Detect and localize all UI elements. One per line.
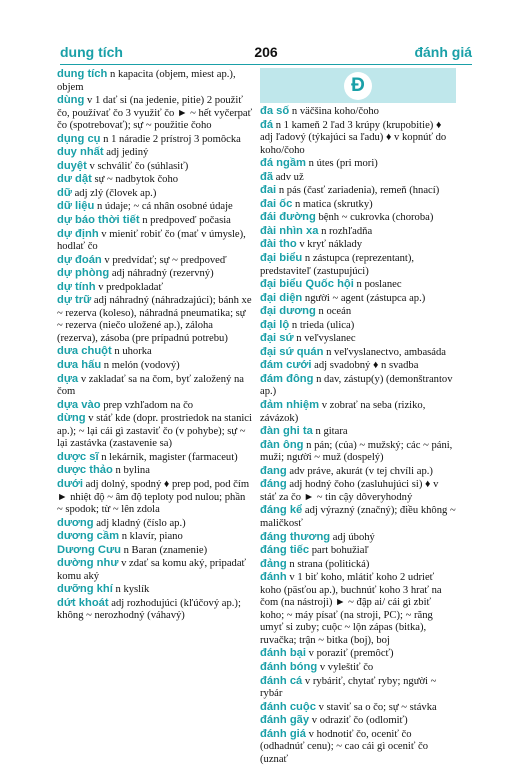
section-letter: Đ (344, 72, 372, 100)
entry-headword: dứt khoát (57, 596, 109, 609)
dictionary-entry (260, 225, 456, 239)
entry-headword: dùng (57, 94, 85, 107)
entry-headword: dự đoán (57, 253, 102, 266)
entry-definition: adj zlý (človek ap.) (71, 187, 157, 199)
entry-definition: v mieniť robiť čo (mať v úmysle), hodlať čo (57, 228, 246, 253)
dictionary-entry (57, 345, 253, 359)
entry-definition: v poraziť (premôcť) (306, 648, 394, 660)
entry-definition: adj rozhodujúci (kľúčový ap.); không ~ nerozhodný (váhavý) (57, 597, 241, 622)
entry-headword: dược sĩ (57, 450, 99, 463)
entry-definition: adj výrazný (značný); điều không ~ maličkosť (260, 505, 456, 529)
entry-definition: n kapacita (objem, miest ap.), objem (57, 69, 236, 93)
entry-definition: v schváliť čo (súhlasiť) (86, 160, 189, 172)
right-entries (260, 105, 456, 766)
dictionary-entry (260, 171, 456, 185)
entry-headword: đá ngầm (260, 157, 307, 170)
entry-definition: n Baran (znamenie) (120, 544, 208, 556)
entry-definition: n trieda (ulica) (289, 319, 355, 331)
entry-headword: đại dương (260, 305, 316, 318)
entry-definition: n väčšina koho/čoho (289, 106, 379, 117)
entry-headword: dụng cụ (57, 132, 101, 145)
entry-definition: n zástupca (reprezentant), predstaviteľ (zastupujúci) (260, 253, 415, 277)
entry-definition: v rybáriť, chytať ryby; người ~ rybár (260, 675, 437, 700)
entry-definition: n bylina (112, 465, 150, 477)
entry-headword: đã (260, 170, 274, 183)
entry-definition: n 1 kameň 2 ľad 3 krúpy (krupobitie) ♦ adj ľadový (týkajúci sa ľadu) ♦ v kopnúť do koho/čoho (260, 119, 447, 156)
dictionary-entry (260, 292, 456, 306)
entry-headword: đại diện (260, 291, 303, 304)
entry-headword: đại biểu (260, 252, 303, 265)
dictionary-entry (57, 478, 253, 517)
dictionary-entry (57, 412, 253, 451)
entry-definition: bệnh ~ cukrovka (choroba) (315, 212, 434, 224)
entry-headword: đánh cá (260, 674, 303, 687)
dictionary-entry (260, 531, 456, 545)
entry-definition: người ~ agent (zástupca ap.) (302, 292, 426, 304)
section-letter-box (260, 68, 456, 103)
entry-definition: v predpokladať (95, 281, 164, 293)
entry-definition: n gitara (312, 426, 348, 438)
entry-definition: v stáť kde (dopr. prostriedok na stanici ap.); ~ lại cái gì zastaviť čo (v pohybe); sự ~ lại zastávka (zastavenie sa) (57, 413, 252, 450)
entry-headword: đai ốc (260, 197, 293, 210)
entry-headword: dự phòng (57, 267, 110, 280)
entry-headword: đáng (260, 478, 287, 491)
entry-headword: dưới (57, 477, 83, 490)
dictionary-entry (260, 305, 456, 319)
dictionary-entry (57, 583, 253, 597)
entry-definition: n dav, zástup(y) (demonštrantov ap.) (260, 373, 453, 398)
entry-headword: đái đường (260, 211, 316, 224)
entry-headword: đài tho (260, 238, 297, 251)
entry-headword: dược thảo (57, 464, 113, 477)
entry-headword: dự báo thời tiết (57, 214, 140, 227)
dictionary-entry (260, 359, 456, 373)
dictionary-entry (260, 332, 456, 346)
entry-headword: đảm nhiệm (260, 399, 320, 412)
dictionary-entry (260, 157, 456, 171)
entry-headword: dương (57, 516, 94, 529)
entry-definition: n pás (časť zariadenia), remeň (hnací) (276, 185, 440, 197)
dictionary-entry (260, 544, 456, 558)
entry-headword: dự định (57, 227, 99, 240)
entry-headword: Dương Cưu (57, 543, 121, 556)
dictionary-entry (260, 238, 456, 252)
entry-definition: n matica (skrutky) (292, 198, 373, 210)
dictionary-entry (57, 464, 253, 478)
entry-headword: dưa hấu (57, 359, 102, 372)
dictionary-entry (57, 544, 253, 558)
dictionary-entry (57, 557, 253, 583)
dictionary-entry (260, 425, 456, 439)
dictionary-entry (260, 728, 456, 766)
entry-definition: adj dolný, spodný ♦ prep pod, pod čím ► nhiệt độ ~ âm độ teploty pod nulou; phần ~ spodok; từ ~ lên zdola (57, 478, 250, 516)
entry-definition: v zakladať sa na čom, byť založený na čom (57, 373, 244, 398)
entry-definition: v predvídať; sự ~ predpoveď (101, 254, 227, 266)
entry-definition: v 1 dať si (na jedenie, pitie) 2 použiť čo, používať čo 3 využiť čo ► ~ hết vyčerpať čo (spotrebovať); sự ~ použitie čoho (57, 95, 253, 132)
entry-headword: đánh bại (260, 647, 306, 660)
entry-headword: đánh cuộc (260, 700, 316, 713)
entry-definition: n rozhľadňa (318, 225, 373, 237)
right-guide-word: đánh giá (414, 44, 472, 60)
dictionary-entry (57, 373, 253, 399)
entry-definition: adj úbohý (330, 531, 375, 543)
dictionary-entry (57, 200, 253, 214)
entry-headword: đang (260, 464, 287, 477)
entry-definition: n pán; (của) ~ mužský; các ~ páni, muži; người ~ muž (dospelý) (260, 439, 453, 464)
entry-headword: đánh giá (260, 727, 306, 740)
dictionary-entry (57, 399, 253, 413)
entry-headword: dự tính (57, 280, 96, 293)
entry-headword: đám đông (260, 372, 314, 385)
page-number: 206 (254, 44, 278, 60)
entry-definition: n veľvyslanectvo, ambasáda (323, 346, 446, 358)
dictionary-entry (57, 173, 253, 187)
dictionary-entry (260, 346, 456, 360)
entry-definition: n uhorka (111, 346, 152, 358)
entry-definition: prep vzhľadom na čo (100, 399, 194, 411)
dictionary-entry (57, 597, 253, 623)
entry-headword: dương cầm (57, 530, 120, 543)
entry-headword: đá (260, 118, 274, 131)
entry-definition: n 1 náradie 2 prístroj 3 pomôcka (100, 133, 241, 145)
header-rule (60, 64, 472, 65)
dictionary-entry (260, 105, 456, 119)
dictionary-entry (57, 228, 253, 254)
entry-definition: sự ~ nadbytok čoho (91, 174, 179, 186)
dictionary-entry (57, 254, 253, 268)
entry-definition: n klavír, piano (119, 531, 183, 543)
entry-definition: v 1 biť koho, mlátiť koho 2 udrieť koho (päsťou ap.), buchnúť koho 3 hrať na čom (na nástroji) ► ~ đập ai/ cái gì zbiť koho; ~ máy písať (na stroji, PC); ~ răng umyť si zuby; cuộc ~ lộn zápas (bitka), ruvačka; trận ~ bitka (boj), boj (260, 572, 442, 646)
entry-headword: dựa (57, 372, 79, 385)
entry-headword: đáng kể (260, 504, 303, 517)
dictionary-entry (260, 439, 456, 465)
entry-definition: adj náhradný (náhradzajúci); bánh xe ~ rezerva (koleso), náhradná pneumatika; sự ~ rezerva (niečo uložené ap.), záloha (rezerva), zásoba (pre prípadnú potrebu) (57, 295, 252, 344)
dictionary-entry (260, 675, 456, 701)
dictionary-entry (57, 267, 253, 281)
entry-headword: dựa vào (57, 398, 101, 411)
entry-headword: đám cưới (260, 359, 312, 372)
dictionary-entry (57, 281, 253, 295)
dictionary-entry (57, 187, 253, 201)
dictionary-entry (260, 373, 456, 399)
entry-headword: đảng (260, 557, 287, 570)
entry-definition: v zdať sa komu aký, pripadať komu aký (57, 558, 247, 582)
entry-definition: n poslanec (353, 279, 402, 291)
dictionary-entry (260, 465, 456, 479)
entry-definition: adv práve, akurát (v tej chvíli ap.) (286, 465, 433, 477)
entry-definition: n predpoveď počasia (139, 215, 231, 227)
dictionary-entry (260, 211, 456, 225)
entry-headword: đánh bóng (260, 660, 318, 673)
dictionary-entry (260, 278, 456, 292)
entry-headword: đại sứ quán (260, 345, 324, 358)
entry-definition: v staviť sa o čo; sự ~ stávka (315, 701, 437, 713)
entry-definition: n útes (pri mori) (306, 158, 378, 170)
entry-headword: đàn ông (260, 438, 304, 451)
dictionary-entry (260, 198, 456, 212)
dictionary-entry (57, 146, 253, 160)
entry-definition: n melón (vodový) (101, 360, 180, 372)
entry-headword: đài nhìn xa (260, 224, 319, 237)
dictionary-entry (57, 94, 253, 133)
entry-definition: v vyleštiť čo (317, 661, 374, 673)
dictionary-entry (260, 504, 456, 530)
left-column (57, 68, 253, 623)
entry-definition: v odraziť čo (odlomiť) (309, 715, 408, 727)
entry-definition: n kyslík (112, 584, 150, 596)
entry-definition: n lekárnik, magister (farmaceut) (98, 451, 238, 463)
dictionary-entry (260, 399, 456, 425)
entry-headword: dưa chuột (57, 345, 112, 358)
entry-headword: dư dật (57, 173, 92, 186)
dictionary-entry (57, 451, 253, 465)
dictionary-entry (260, 252, 456, 278)
entry-definition: n veľvyslanec (293, 333, 356, 345)
entry-definition: adj hodný čoho (zasluhujúci si) ♦ v stáť za čo ► ~ tin cậy dôveryhodný (260, 479, 439, 503)
entry-headword: dữ liệu (57, 200, 95, 213)
entry-headword: đại lộ (260, 318, 290, 331)
entry-headword: duy nhất (57, 146, 104, 159)
entry-definition: adv už (273, 171, 304, 183)
dictionary-entry (57, 530, 253, 544)
entry-definition: adj náhradný (rezervný) (109, 268, 214, 280)
dictionary-entry (57, 68, 253, 94)
entry-definition: part bohužiaľ (309, 545, 369, 557)
entry-headword: dung tích (57, 68, 108, 80)
dictionary-entry (260, 571, 456, 647)
entry-headword: dự trữ (57, 294, 92, 307)
dictionary-entry (57, 133, 253, 147)
entry-headword: đáng tiếc (260, 544, 310, 557)
entry-headword: đánh (260, 571, 287, 584)
dictionary-entry (57, 160, 253, 174)
entry-definition: adj kladný (číslo ap.) (93, 517, 186, 529)
dictionary-entry (260, 558, 456, 572)
dictionary-entry (260, 319, 456, 333)
entry-definition: v hodnotiť čo, oceniť čo (odhadnúť cenu); ~ cao cái gì oceniť čo (uznať (260, 728, 429, 765)
entry-headword: dữ (57, 186, 72, 199)
entry-headword: đàn ghi ta (260, 425, 313, 438)
entry-headword: đa số (260, 105, 290, 117)
dictionary-entry (260, 184, 456, 198)
entry-headword: duyệt (57, 159, 87, 172)
dictionary-entry (57, 294, 253, 345)
entry-definition: n strana (politická) (286, 558, 370, 570)
dictionary-entry (57, 214, 253, 228)
entry-definition: n oceán (315, 306, 352, 318)
dictionary-entry (260, 714, 456, 728)
entry-definition: v kryť náklady (296, 239, 363, 251)
left-guide-word: dung tích (60, 44, 123, 60)
entry-headword: dưỡng khí (57, 583, 113, 596)
dictionary-entry (260, 119, 456, 158)
page-header (60, 44, 472, 64)
entry-headword: đáng thương (260, 530, 331, 543)
dictionary-entry (260, 701, 456, 715)
entry-headword: đánh gãy (260, 714, 310, 727)
entry-definition: adj jediný (103, 147, 149, 159)
entry-headword: đại sứ (260, 332, 294, 345)
entry-headword: đai (260, 184, 277, 197)
dictionary-entry (260, 478, 456, 504)
entry-definition: adj svadobný ♦ n svadba (311, 360, 419, 372)
dictionary-entry (260, 661, 456, 675)
dictionary-entry (260, 647, 456, 661)
dictionary-entry (57, 359, 253, 373)
entry-definition: n údaje; ~ cá nhân osobné údaje (94, 201, 233, 213)
right-column (260, 68, 456, 766)
entry-headword: dường như (57, 557, 119, 570)
entry-headword: dừng (57, 412, 86, 425)
entry-headword: đại biểu Quốc hội (260, 278, 354, 291)
dictionary-entry (57, 517, 253, 531)
entry-definition: v zobrať na seba (riziko, závázok) (260, 400, 426, 424)
